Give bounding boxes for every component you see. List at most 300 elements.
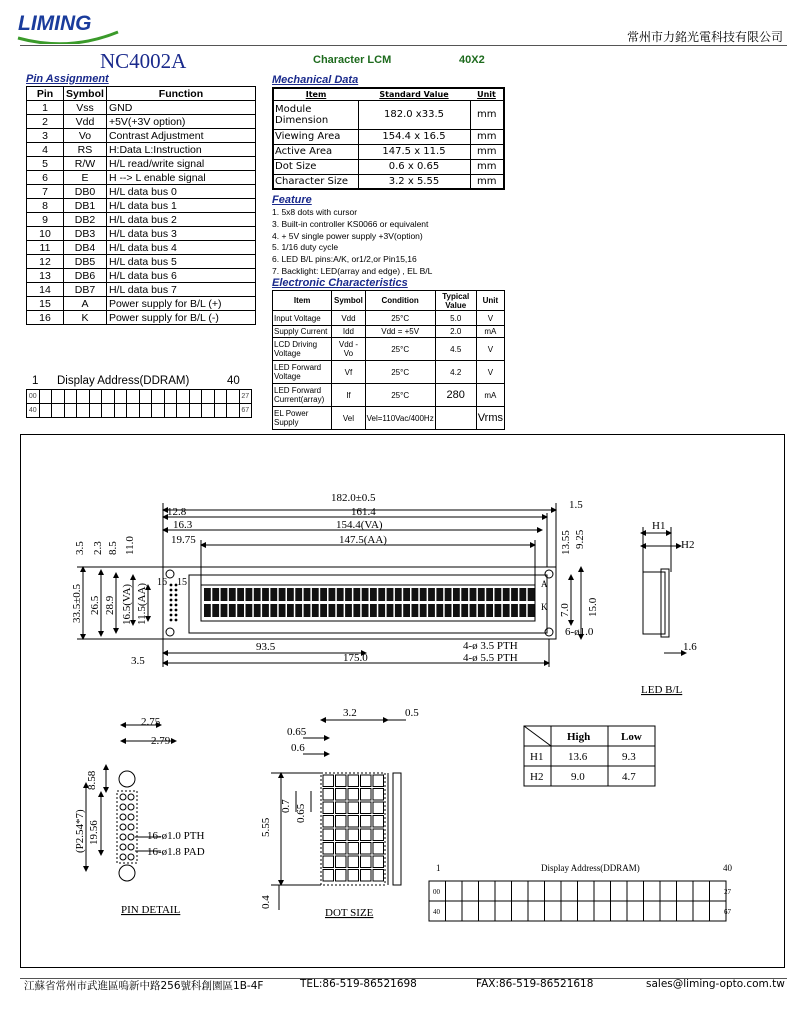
pin-detail-title: PIN DETAIL	[121, 904, 181, 916]
lcd-char-cell	[279, 588, 286, 601]
dot	[361, 870, 372, 882]
pin-row	[27, 185, 256, 199]
dot	[323, 816, 334, 828]
dim-19-56: 19.56	[88, 820, 100, 845]
email-link[interactable]: sales@liming-opto.com.tw	[646, 978, 785, 990]
dim-1-6: 1.6	[683, 641, 697, 653]
ddram-title: Display Address(DDRAM)	[57, 375, 190, 387]
lcd-char-cell	[412, 604, 419, 617]
lcd-char-cell	[420, 604, 427, 617]
dot	[361, 775, 372, 787]
ddram2-cell	[446, 901, 463, 921]
pin-hole	[170, 614, 173, 617]
hl-header-low: Low	[621, 731, 642, 743]
lcd-char-cell	[287, 604, 294, 617]
ddram-cell	[189, 390, 202, 404]
lcd-char-cell	[204, 604, 211, 617]
elec-cell: 4.2	[435, 361, 476, 384]
elec-cell: EL Power Supply	[273, 407, 332, 430]
elec-cell: V	[476, 311, 504, 326]
lcd-char-cell	[262, 604, 269, 617]
ddram2-cell	[512, 901, 529, 921]
dot	[336, 843, 347, 855]
dot	[361, 856, 372, 868]
pin-pad	[128, 854, 134, 860]
lcd-char-cell	[353, 588, 360, 601]
lcd-char-cell	[528, 604, 535, 617]
elec-cell: LED Forward Current(array)	[273, 384, 332, 407]
pin-pad	[120, 814, 126, 820]
lcd-char-cell	[304, 588, 311, 601]
ddram-cell	[177, 390, 190, 404]
elec-row	[273, 407, 505, 430]
lcd-char-cell	[329, 588, 336, 601]
logo-text: LIMING	[18, 12, 92, 35]
pin-cell: H:Data L:Instruction	[106, 143, 255, 157]
ddram2-cell	[644, 881, 661, 901]
pin-pad	[120, 854, 126, 860]
pth-55: 4-ø 5.5 PTH	[463, 652, 518, 664]
pin-cell: K	[64, 311, 107, 325]
pin-pad	[128, 844, 134, 850]
ddram2-cell	[677, 901, 694, 921]
dot	[336, 870, 347, 882]
elec-cell: Idd	[332, 326, 365, 338]
ddram-cell	[39, 404, 52, 418]
elec-row	[273, 361, 505, 384]
dot	[373, 856, 384, 868]
mech-cell: 3.2 x 5.55	[358, 174, 470, 189]
ddram-cell	[139, 404, 152, 418]
lcd-char-cell	[337, 604, 344, 617]
dim-11-0: 11.0	[124, 536, 136, 555]
dot	[348, 775, 359, 787]
feature-title: Feature	[272, 194, 312, 206]
header-cell: Symbol	[64, 87, 107, 101]
ddram-cell: 00	[27, 390, 40, 404]
dim-16-3: 16.3	[173, 519, 193, 531]
lcd-char-cell	[329, 604, 336, 617]
led-bl-title: LED B/L	[641, 684, 683, 696]
lcd-char-cell	[445, 588, 452, 601]
dim-2-75: 2.75	[141, 716, 161, 728]
pin-hole	[170, 604, 173, 607]
lcd-char-cell	[270, 588, 277, 601]
ddram2-cell	[594, 881, 611, 901]
footer-email[interactable]	[646, 978, 785, 990]
dim-3-2: 3.2	[343, 707, 357, 719]
header-cell: Unit	[476, 291, 504, 311]
dot	[361, 829, 372, 841]
feature-list	[272, 207, 432, 278]
pin-hole	[175, 619, 178, 622]
lcd-char-cell	[320, 588, 327, 601]
elec-cell: Supply Current	[273, 326, 332, 338]
pin-hole	[170, 589, 173, 592]
elec-cell: LED Forward Voltage	[273, 361, 332, 384]
pin-row	[27, 129, 256, 143]
pin-hole	[170, 619, 173, 622]
logo	[14, 8, 124, 44]
ddram2-title: Display Address(DDRAM)	[541, 863, 640, 873]
ddram2-cell	[611, 901, 628, 921]
pth-35: 4-ø 3.5 PTH	[463, 640, 518, 652]
dim-3-5-a: 3.5	[74, 541, 86, 555]
dot	[373, 843, 384, 855]
pin-pad	[120, 824, 126, 830]
dot	[336, 802, 347, 814]
ddram-start: 1	[32, 375, 39, 387]
pin-pad	[128, 814, 134, 820]
feature-item: 1. 5x8 dots with cursor	[272, 207, 358, 217]
header-cell: Condition	[365, 291, 435, 311]
elec-cell: V	[476, 361, 504, 384]
ddram-cell	[189, 404, 202, 418]
pin-cell: Power supply for B/L (+)	[106, 297, 255, 311]
lcd-char-cell	[470, 588, 477, 601]
ddram-cell	[214, 390, 227, 404]
ddram-cell	[164, 390, 177, 404]
elec-cell: 25°C	[365, 311, 435, 326]
dim-93-5: 93.5	[256, 641, 276, 653]
dot	[348, 843, 359, 855]
pin-cell: DB0	[64, 185, 107, 199]
footer-tel: TEL:86-519-86521698	[300, 978, 417, 990]
pin-row	[27, 143, 256, 157]
ddram2-cell	[462, 901, 479, 921]
pin-row	[27, 115, 256, 129]
pin-hole	[175, 604, 178, 607]
ddram-row	[27, 404, 252, 418]
lcd-char-cell	[295, 588, 302, 601]
ddram2-cell	[627, 901, 644, 921]
ddram2-cell	[479, 901, 496, 921]
ddram2-cell	[479, 881, 496, 901]
header-cell: Typical Value	[435, 291, 476, 311]
pin-row	[27, 311, 256, 325]
pin-cell: 15	[27, 297, 64, 311]
pin-row	[27, 255, 256, 269]
ddram2-cell	[611, 881, 628, 901]
ddram2-end: 40	[723, 863, 732, 873]
pin-cell: H/L data bus 4	[106, 241, 255, 255]
pin-cell: H/L data bus 5	[106, 255, 255, 269]
mech-cell: Dot Size	[273, 159, 358, 174]
pin-row	[27, 297, 256, 311]
mech-cell: Module Dimension	[273, 100, 358, 129]
pin-assignment-table	[26, 86, 256, 325]
pin-cell: Vo	[64, 129, 107, 143]
ddram2-cell	[462, 881, 479, 901]
lcd-char-cell	[387, 604, 394, 617]
lcd-char-cell	[312, 588, 319, 601]
lcd-char-cell	[445, 604, 452, 617]
header-cell: Symbol	[332, 291, 365, 311]
lcd-char-cell	[254, 604, 261, 617]
dot	[373, 789, 384, 801]
pin-pad	[128, 834, 134, 840]
dim-2-79: 2.79	[151, 735, 171, 747]
ddram-cell	[89, 404, 102, 418]
mech-row	[273, 100, 504, 129]
pin-cell: H/L data bus 2	[106, 213, 255, 227]
dot	[336, 789, 347, 801]
hl-h1-low: 9.3	[622, 751, 636, 763]
dot	[323, 870, 334, 882]
footer-address: 江蘇省常州市武進區嗚新中路256號科創園區1B-4F	[24, 980, 264, 992]
feature-item: 5. 1/16 duty cycle	[272, 242, 339, 253]
pin-cell: 8	[27, 199, 64, 213]
lcd-char-cell	[362, 588, 369, 601]
ddram2-r1l: 00	[433, 888, 440, 896]
ddram-map	[26, 376, 256, 418]
side-view	[643, 572, 665, 634]
elec-cell: 280	[435, 384, 476, 407]
pin-hole	[170, 609, 173, 612]
dim-8-5: 8.5	[107, 541, 119, 555]
pin-cell: 1	[27, 101, 64, 115]
lcd-char-cell	[320, 604, 327, 617]
label-h1: H1	[652, 520, 666, 532]
ddram-cell	[102, 404, 115, 418]
hl-row-h1: H1	[530, 751, 544, 763]
ddram2-cell	[644, 901, 661, 921]
lcd-char-cell	[461, 604, 468, 617]
pin-row	[27, 171, 256, 185]
mechanical-data-table	[272, 87, 505, 190]
ddram-cell	[139, 390, 152, 404]
dim-28-9: 28.9	[104, 595, 116, 615]
pin-cell: 12	[27, 255, 64, 269]
pin-cell: 10	[27, 227, 64, 241]
dim-0-65-b: 0.65	[295, 803, 307, 823]
elec-cell: 25°C	[365, 361, 435, 384]
lcd-char-cell	[486, 588, 493, 601]
pin-row	[27, 241, 256, 255]
elec-cell: Vel	[332, 407, 365, 430]
lcd-char-cell	[370, 588, 377, 601]
dot	[336, 775, 347, 787]
mech-cell: mm	[470, 174, 504, 189]
pin-cell: DB4	[64, 241, 107, 255]
lcd-char-cell	[428, 604, 435, 617]
pin-cell: Vdd	[64, 115, 107, 129]
dot	[348, 816, 359, 828]
ddram2-cell	[578, 881, 595, 901]
ddram2-r2r: 67	[724, 908, 731, 916]
lcd-char-cell	[470, 604, 477, 617]
dim-16-5: 16.5(VA)	[121, 583, 133, 625]
lcd-char-cell	[453, 588, 460, 601]
hl-header-high: High	[567, 731, 591, 743]
mech-cell: mm	[470, 129, 504, 144]
pin-hole	[175, 614, 178, 617]
dot	[348, 829, 359, 841]
dim-8-58: 8.58	[86, 770, 98, 790]
mech-row	[273, 159, 504, 174]
ddram-cell	[39, 390, 52, 404]
mech-cell: 147.5 x 11.5	[358, 144, 470, 159]
dim-7-0: 7.0	[559, 603, 571, 617]
model-title: NC4002A	[100, 49, 187, 73]
lcd-char-cell	[345, 604, 352, 617]
lcd-char-cell	[237, 604, 244, 617]
ddram-cell	[64, 390, 77, 404]
hl-h2-low: 4.7	[622, 771, 636, 783]
elec-cell: 2.0	[435, 326, 476, 338]
ddram2-cell	[594, 901, 611, 921]
pin-pad	[120, 834, 126, 840]
lcd-char-cell	[478, 588, 485, 601]
dot	[361, 802, 372, 814]
feature-item: 4. + 5V single power supply +3V(option)	[272, 230, 423, 241]
ddram-cell: 67	[239, 404, 252, 418]
lcd-char-cell	[461, 588, 468, 601]
elec-cell: 25°C	[365, 384, 435, 407]
dim-0-7: 0.7	[280, 799, 292, 813]
lcd-char-cell	[295, 604, 302, 617]
lcd-char-cell	[436, 604, 443, 617]
ddram2-r2l: 40	[433, 908, 440, 916]
dot	[323, 843, 334, 855]
pin-cell: +5V(+3V option)	[106, 115, 255, 129]
company-name: 常州市力銘光電科技有限公司	[626, 30, 783, 44]
dim-0-5: 0.5	[405, 707, 419, 719]
lcd-char-cell	[370, 604, 377, 617]
pin-cell: DB5	[64, 255, 107, 269]
lcd-char-cell	[503, 604, 510, 617]
pin-cell: DB7	[64, 283, 107, 297]
ddram-cell: 40	[27, 404, 40, 418]
hl-h2-high: 9.0	[571, 771, 585, 783]
pin-hole	[170, 594, 173, 597]
pin-row	[27, 283, 256, 297]
header-divider	[20, 45, 787, 46]
lcd-char-cell	[428, 588, 435, 601]
lcd-char-cell	[353, 604, 360, 617]
dot	[373, 870, 384, 882]
dim-154-4: 154.4(VA)	[336, 519, 383, 531]
dim-0-6: 0.6	[291, 742, 305, 754]
lcd-char-cell	[287, 588, 294, 601]
lcd-char-cell	[204, 588, 211, 601]
elec-cell: mA	[476, 326, 504, 338]
ddram-cell	[114, 404, 127, 418]
pin-cell: RS	[64, 143, 107, 157]
feature-item: 6. LED B/L pins:A/K, or1/2,or Pin15,16	[272, 254, 417, 265]
pin-cell: H/L data bus 1	[106, 199, 255, 213]
lcd-char-cell	[221, 604, 228, 617]
ddram-cell	[214, 404, 227, 418]
ddram2-cell	[578, 901, 595, 921]
ddram-cell	[202, 404, 215, 418]
display-format: 40X2	[459, 54, 485, 66]
lcd-char-cell	[262, 588, 269, 601]
pin-assignment-title: Pin Assignment	[26, 73, 109, 85]
lcd-char-cell	[221, 588, 228, 601]
lcd-char-cell	[528, 588, 535, 601]
lcd-char-cell	[519, 604, 526, 617]
mech-cell: mm	[470, 159, 504, 174]
dot	[323, 802, 334, 814]
elec-cell: Vdd = +5V	[365, 326, 435, 338]
header-cell: Standard Value	[358, 88, 470, 100]
ddram-cell	[127, 390, 140, 404]
pin-cell: GND	[106, 101, 255, 115]
header-cell: Item	[273, 291, 332, 311]
mechanical-data-title: Mechanical Data	[272, 74, 359, 86]
mech-row	[273, 174, 504, 189]
lcd-char-cell	[511, 604, 518, 617]
ddram2-r1r: 27	[724, 888, 731, 896]
dot	[336, 829, 347, 841]
mech-cell: Viewing Area	[273, 129, 358, 144]
pin-cell: DB6	[64, 269, 107, 283]
lcd-char-cell	[495, 604, 502, 617]
label-h2: H2	[681, 539, 695, 551]
electronic-table	[272, 290, 505, 430]
dim-26-5: 26.5	[89, 595, 101, 615]
header-cell: Pin	[27, 87, 64, 101]
lcd-char-cell	[511, 588, 518, 601]
dim-pitch: (P2.54*7)	[74, 809, 86, 853]
dot	[323, 775, 334, 787]
lcd-char-cell	[436, 588, 443, 601]
pin-cell: H/L data bus 0	[106, 185, 255, 199]
lcd-char-cell	[412, 588, 419, 601]
pin-cell: 5	[27, 157, 64, 171]
ddram-cell	[202, 390, 215, 404]
header-cell: Item	[273, 88, 358, 100]
lcd-char-cell	[229, 604, 236, 617]
elec-row	[273, 384, 505, 407]
pin-pth-label: 16-ø1.0 PTH	[147, 830, 205, 842]
dim-12-8: 12.8	[167, 506, 187, 518]
ddram2-cell	[528, 901, 545, 921]
dim-9-25: 9.25	[574, 529, 586, 549]
mech-cell: 182.0 x33.5	[358, 100, 470, 129]
dim-13-55: 13.55	[560, 530, 572, 555]
pin-cell: Vss	[64, 101, 107, 115]
lcd-char-cell	[246, 588, 253, 601]
ddram2-cell	[512, 881, 529, 901]
pin-cell: H/L data bus 3	[106, 227, 255, 241]
lcd-char-cell	[378, 604, 385, 617]
dim-pin16: 16	[157, 577, 167, 588]
pin-cell: 6	[27, 171, 64, 185]
pin-row	[27, 227, 256, 241]
ddram2-cell	[545, 901, 562, 921]
lcd-char-cell	[345, 588, 352, 601]
mech-cell: 154.4 x 16.5	[358, 129, 470, 144]
dim-15-0: 15.0	[587, 597, 599, 617]
pin-cell: 14	[27, 283, 64, 297]
lcd-char-cell	[378, 588, 385, 601]
pin-cell: R/W	[64, 157, 107, 171]
pin-k-label: K	[541, 602, 548, 612]
mech-cell: Character Size	[273, 174, 358, 189]
elec-cell	[435, 407, 476, 430]
lcd-char-cell	[387, 588, 394, 601]
dot	[361, 816, 372, 828]
footer-fax: FAX:86-519-86521618	[476, 978, 594, 990]
pin-cell: 9	[27, 213, 64, 227]
ddram-cell	[227, 390, 240, 404]
ddram-end: 40	[227, 375, 240, 387]
lcd-char-cell	[312, 604, 319, 617]
pin-cell: H/L read/write signal	[106, 157, 255, 171]
pin-cell: H/L data bus 6	[106, 269, 255, 283]
